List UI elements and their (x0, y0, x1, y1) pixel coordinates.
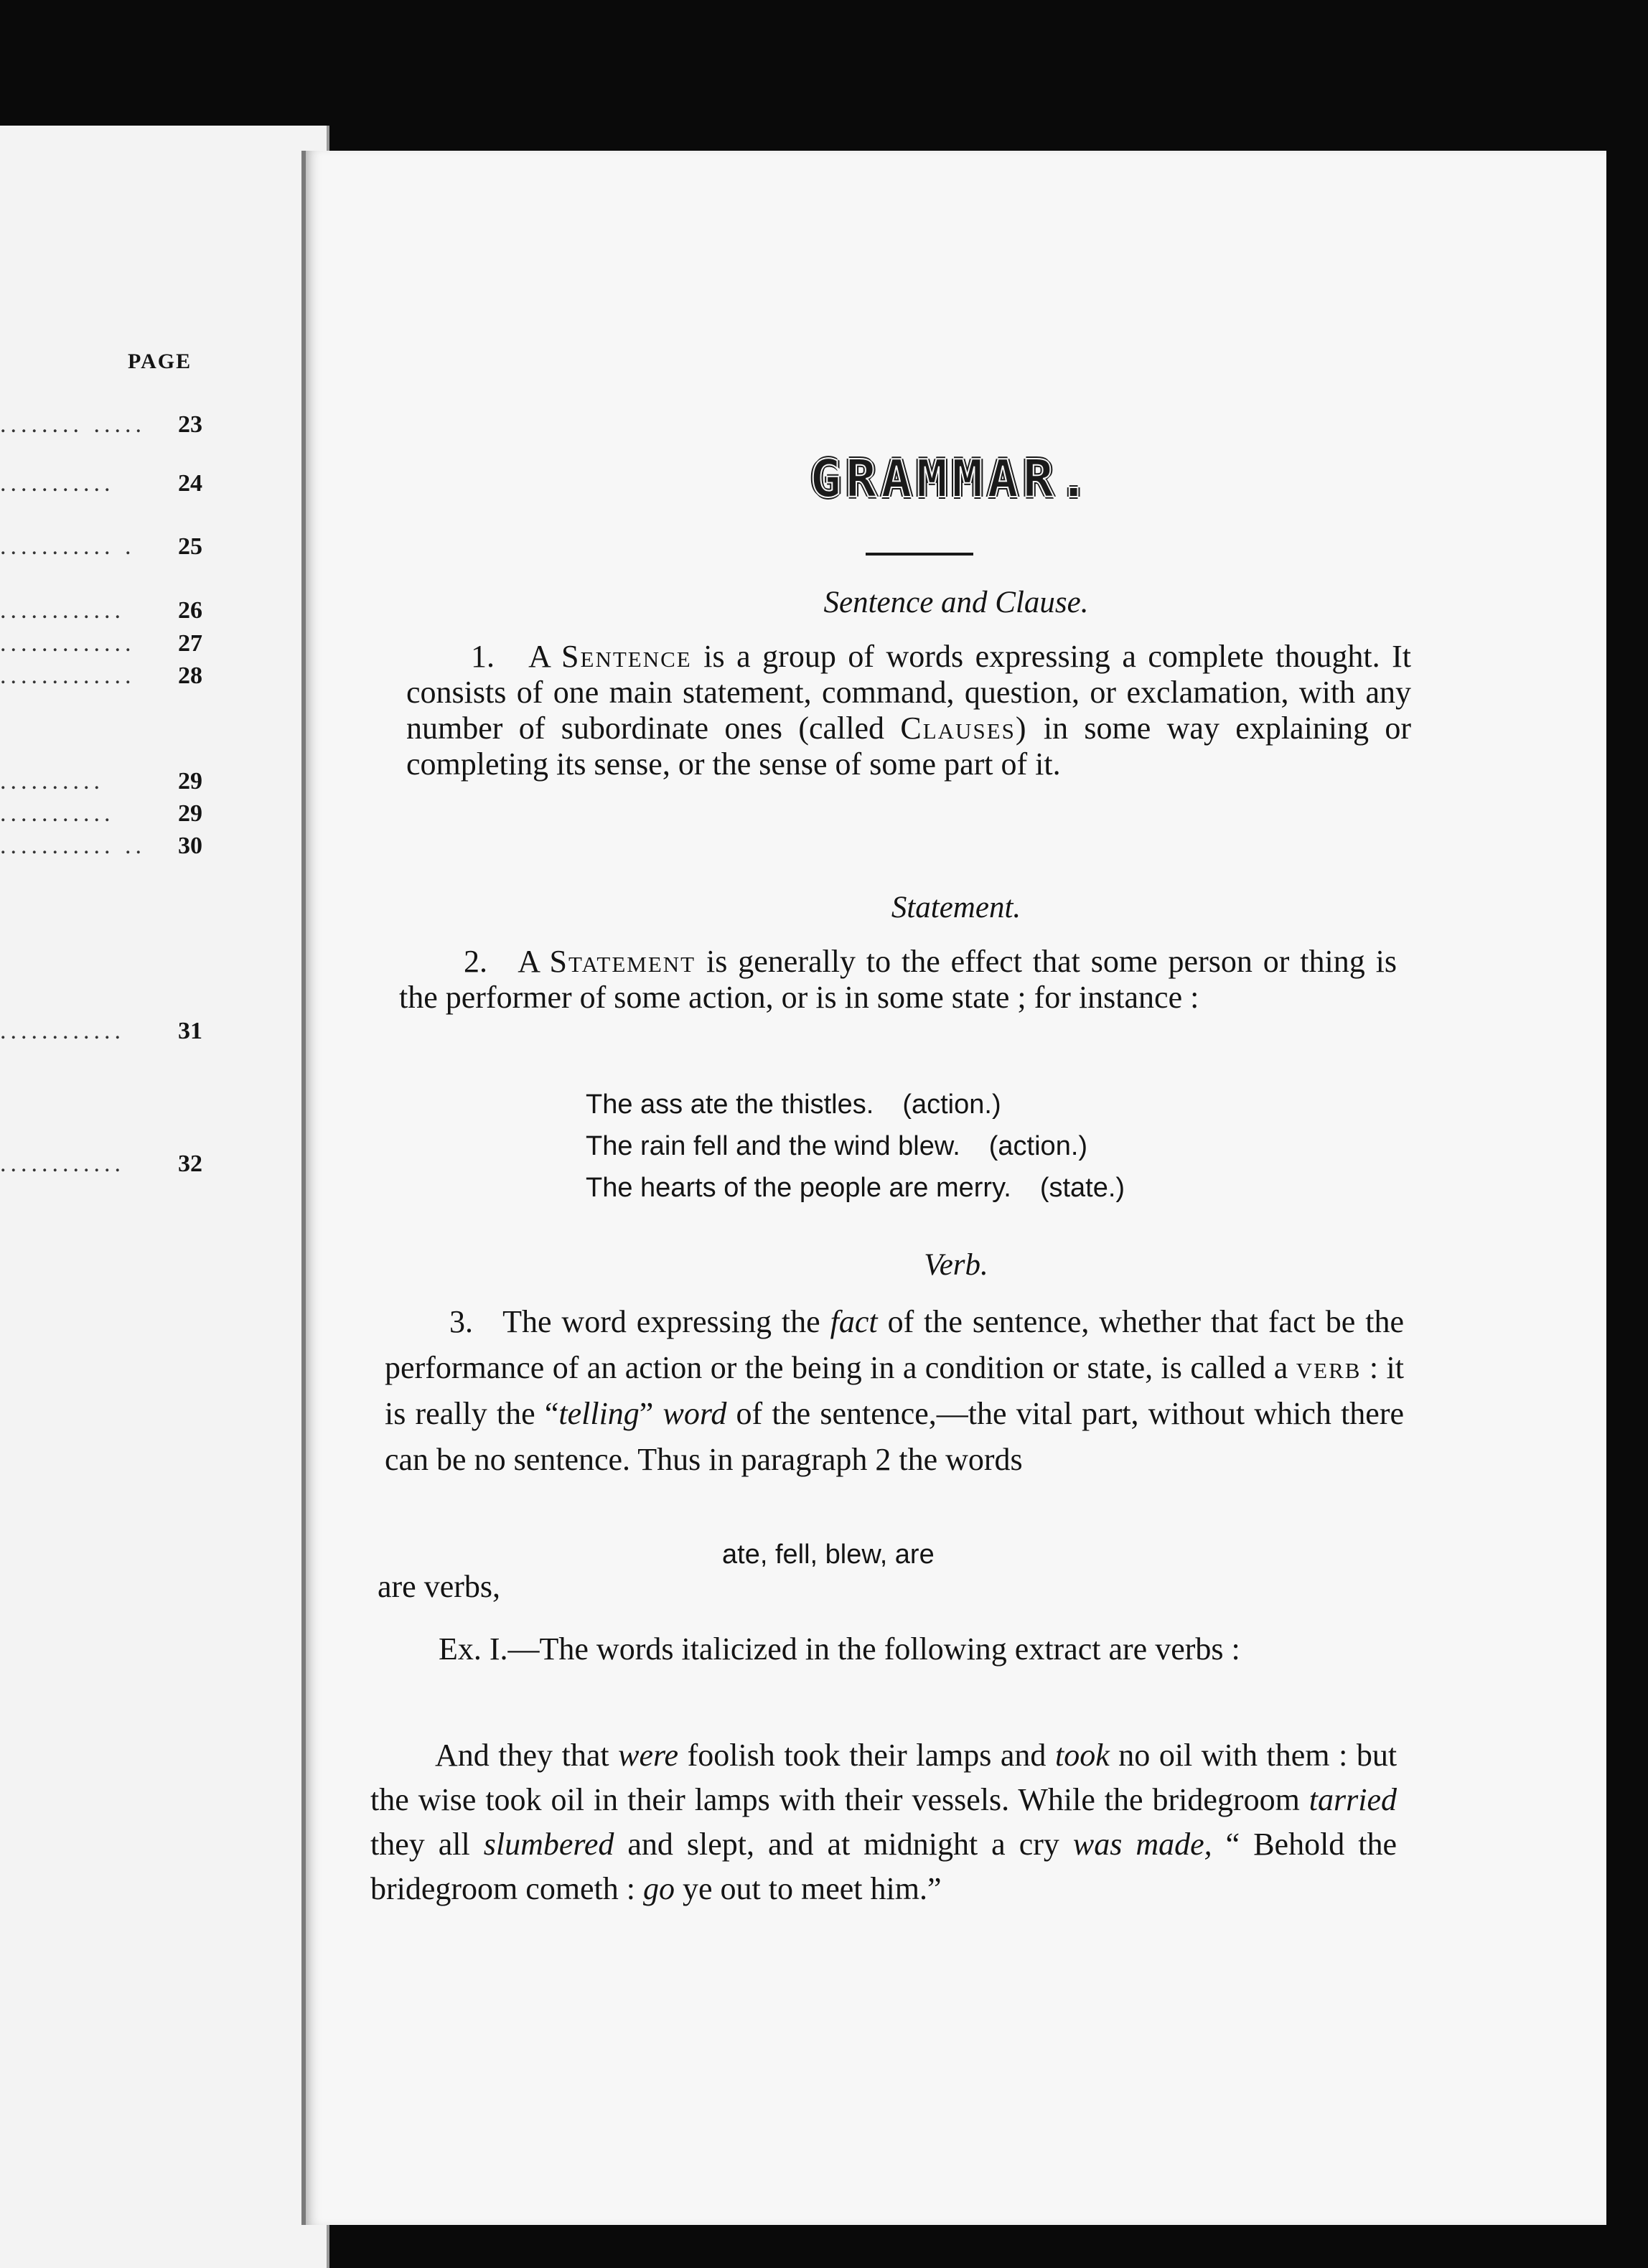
extract-paragraph: And they that were foolish took their lamps and took no oil with them : but the wise took oil in their lamps with their vessels. While the bridegroom tarried they all slumbered and slept, and at midnight a cry was made, “ Behold the bridegroom cometh : go ye out to meet him.” (370, 1738, 1397, 1906)
paragraph-3: 3. The word expressing the fact of the sentence, whether that fact be the performance of an action or the being in a condition or state, is called a verb : it is really the “telling” word of the sentence,—the vital part, without which there can be no sentence. Thus in paragraph 2 the words (385, 1304, 1405, 1477)
toc-entry: ........... 29 (0, 800, 202, 827)
toc-entry: ............ 31 (0, 1018, 202, 1044)
toc-entry: ........... .. 30 (0, 833, 202, 859)
term-clauses: Clauses) (900, 711, 1028, 746)
toc-entry: ............. 28 (0, 662, 202, 689)
paragraph-2: 2. A Statement is generally to the effect that some person or thing is the performer of some action, or is in some state ; for instance : (399, 944, 1397, 1015)
example-sentences (586, 1084, 1375, 1209)
example-line: The rain fell and the wind blew. (action.) (586, 1131, 1088, 1161)
toc-page-number: 30 (178, 833, 202, 859)
paragraph-1: 1. A Sentence is a group of words expressing a complete thought. It consists of one main statement, command, question, or exclamation, with any number of subordinate ones (called Clauses) in some way explaining or completing its sense, or the sense of some part of it. (406, 639, 1412, 782)
toc-entry: ........... . 25 (0, 533, 202, 560)
title-rule (866, 553, 973, 556)
term-verb: verb (1296, 1350, 1362, 1385)
section-heading-verb: Verb. (924, 1248, 988, 1282)
toc-page-number: 26 (178, 597, 202, 624)
toc-entry: ........ ..... 23 (0, 411, 202, 438)
toc-page-number: 24 (178, 470, 202, 497)
example-line: The ass ate the thistles. (action.) (586, 1090, 1001, 1120)
exercise-1: Ex. I.—The words italicized in the following extract are verbs : (439, 1631, 1240, 1667)
toc-entry: ............. 27 (0, 630, 202, 657)
toc-page-number: 28 (178, 662, 202, 689)
toc-entry: ............ 26 (0, 597, 202, 624)
toc-entry: ............ 32 (0, 1151, 202, 1177)
left-page (0, 126, 329, 2268)
page-title: GRAMMAR. (810, 449, 1094, 509)
term-statement: Statement (549, 944, 696, 979)
toc-header: PAGE (128, 350, 192, 373)
toc-page-number: 32 (178, 1151, 202, 1177)
example-line: The hearts of the people are merry. (state.) (586, 1173, 1125, 1203)
toc-entry: ........... 24 (0, 470, 202, 497)
section-heading-sentence: Sentence and Clause. (823, 586, 1089, 619)
toc-entry: .......... 29 (0, 768, 202, 795)
term-sentence: Sentence (561, 639, 692, 674)
toc-page-number: 25 (178, 533, 202, 560)
toc-page-number: 29 (178, 800, 202, 827)
toc-page-number: 27 (178, 630, 202, 657)
right-page (301, 151, 1606, 2225)
toc-page-number: 31 (178, 1018, 202, 1044)
are-verbs-text: are verbs, (378, 1569, 501, 1604)
toc-page-number: 23 (178, 411, 202, 438)
verb-words: ate, fell, blew, are (722, 1540, 935, 1570)
toc-page-number: 29 (178, 768, 202, 795)
section-heading-statement: Statement. (891, 891, 1021, 924)
